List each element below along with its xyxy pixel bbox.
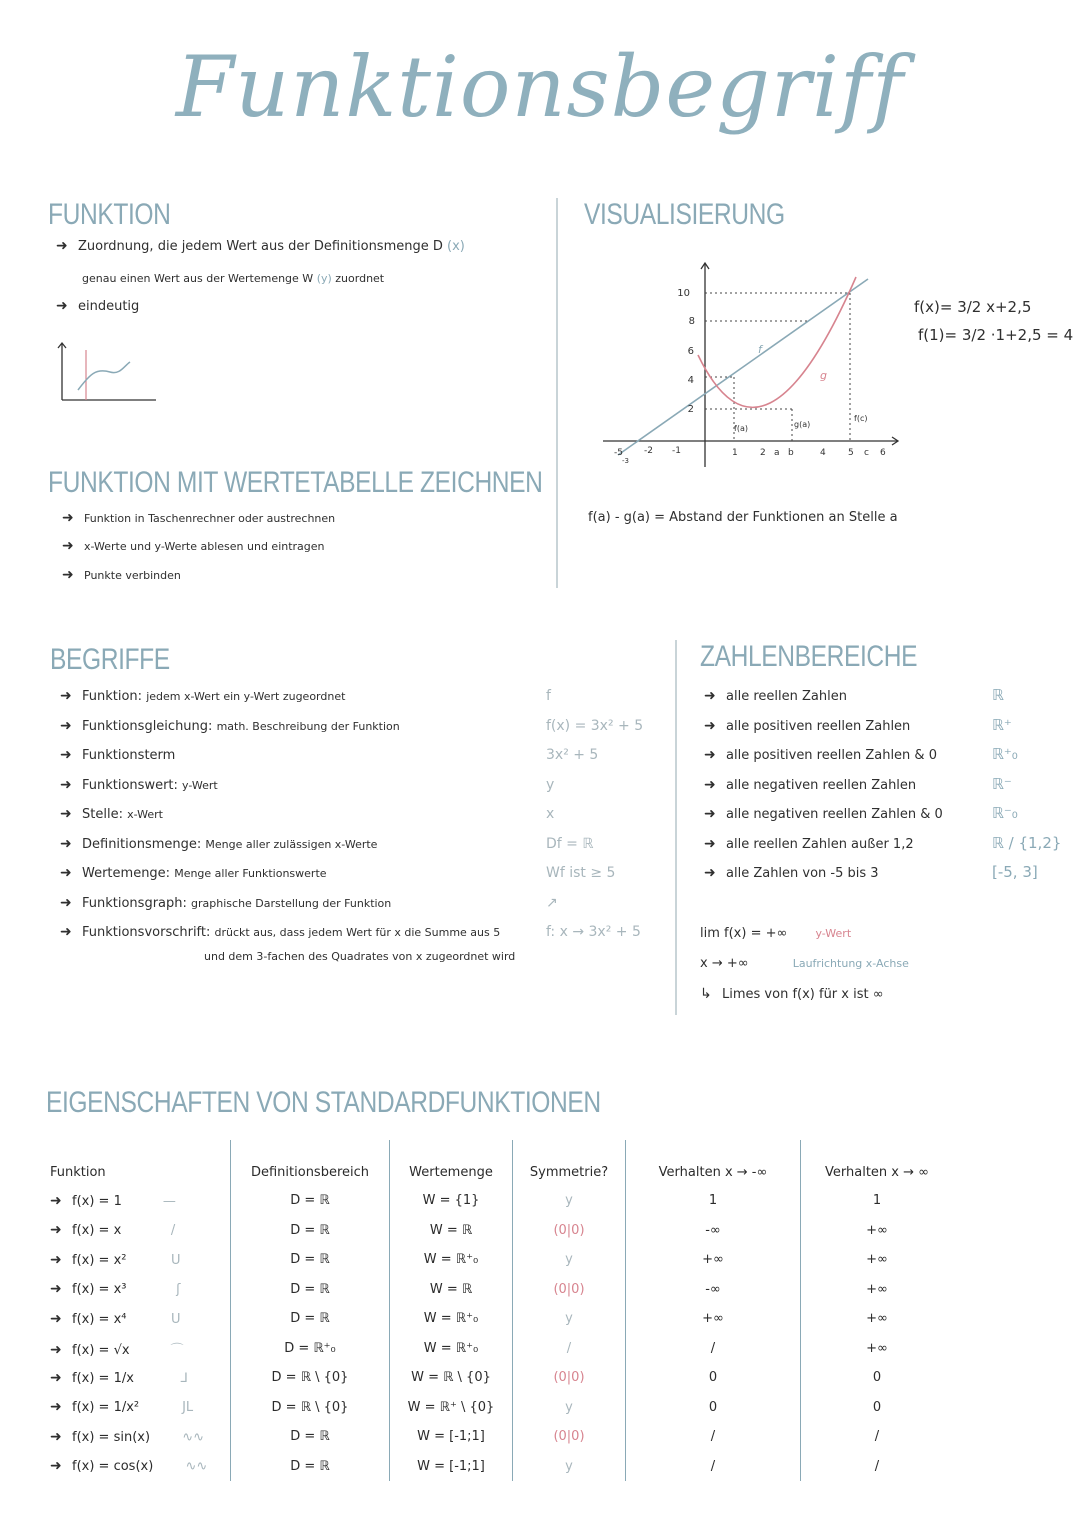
svg-text:8: 8 <box>688 316 695 327</box>
header-symmetrie: Symmetrie? <box>513 1140 626 1186</box>
cell-verhalten-neg: / <box>626 1422 801 1452</box>
arrow-icon: ➜ <box>60 688 72 704</box>
svg-text:2: 2 <box>760 448 766 458</box>
cell-verhalten-neg: +∞ <box>626 1304 801 1334</box>
cell-definition: D = ℝ⁺₀ <box>231 1334 390 1364</box>
cell-funktion: ➜ f(x) = x³ ʃ <box>50 1281 181 1298</box>
cell-verhalten-neg: -∞ <box>626 1275 801 1305</box>
table-row <box>50 1334 953 1364</box>
visualisierung-formula-1: f(x)= 3/2 x+2,5 <box>914 298 1032 316</box>
cell-definition: D = ℝ <box>231 1275 390 1305</box>
zahlenbereich-item: ➜ alle negativen reellen Zahlen <box>704 776 917 793</box>
table-row <box>50 1393 953 1423</box>
cell-verhalten-neg: 0 <box>626 1393 801 1423</box>
svg-text:-2: -2 <box>644 446 653 456</box>
cell-definition: D = ℝ <box>231 1452 390 1482</box>
cell-wertemenge: W = ℝ <box>390 1275 513 1305</box>
table-row <box>50 1216 953 1246</box>
divider-top <box>556 198 558 588</box>
cell-verhalten-pos: / <box>801 1452 954 1482</box>
cell-symmetrie: y <box>513 1245 626 1275</box>
function-graph <box>598 255 908 470</box>
cell-funktion: ➜ f(x) = 1/x ⅃ <box>50 1369 188 1386</box>
arrow-icon: ➜ <box>60 894 72 911</box>
cell-verhalten-pos: 1 <box>801 1186 954 1216</box>
cell-verhalten-pos: / <box>801 1422 954 1452</box>
table-row <box>50 1245 953 1275</box>
zahlenbereich-symbol: [-5, 3] <box>992 863 1038 881</box>
cell-verhalten-pos: 0 <box>801 1393 954 1423</box>
eigenschaften-heading: EIGENSCHAFTEN VON STANDARDFUNKTIONEN <box>46 1086 601 1119</box>
cell-verhalten-pos: +∞ <box>801 1304 954 1334</box>
cell-verhalten-pos: +∞ <box>801 1245 954 1275</box>
arrow-icon: ➜ <box>60 717 72 734</box>
begriffe-example: Wf ist ≥ 5 <box>546 865 616 881</box>
begriffe-item: ➜ Funktionswert: y-Wert <box>60 776 218 793</box>
arrow-icon: ➜ <box>704 865 716 881</box>
svg-text:2: 2 <box>687 404 694 415</box>
svg-text:a: a <box>774 448 780 458</box>
svg-text:4: 4 <box>687 375 694 386</box>
cell-definition: D = ℝ <box>231 1216 390 1246</box>
cell-verhalten-pos: +∞ <box>801 1334 954 1364</box>
svg-text:b: b <box>788 448 794 458</box>
arrow-icon: ➜ <box>60 806 72 822</box>
funktion-line-3: ➜ eindeutig <box>56 298 140 314</box>
svg-text:g(a): g(a) <box>794 420 811 429</box>
cell-funktion: ➜ f(x) = cos(x) ∿∿ <box>50 1458 208 1475</box>
cell-wertemenge: W = ℝ⁺₀ <box>390 1304 513 1334</box>
cell-symmetrie: / <box>513 1334 626 1364</box>
funktion-line-2: genau einen Wert aus der Wertemenge W (y) zuordnet <box>82 272 385 285</box>
header-verhalten-pos: Verhalten x → ∞ <box>801 1140 954 1186</box>
zahlenbereich-item: ➜ alle negativen reellen Zahlen & 0 <box>704 806 943 822</box>
begriffe-item: ➜ Stelle: x-Wert <box>60 806 163 822</box>
cell-funktion: ➜ f(x) = 1/x² JL <box>50 1399 194 1416</box>
zahlenbereich-symbol: ℝ⁺₀ <box>992 745 1018 763</box>
begriffe-example: y <box>546 776 555 793</box>
svg-text:1: 1 <box>732 448 738 458</box>
cell-funktion: ➜ f(x) = x / <box>50 1222 176 1239</box>
begriffe-example: f(x) = 3x² + 5 <box>546 717 644 734</box>
arrow-icon: ➜ <box>60 776 72 793</box>
begriffe-last-line-2: und dem 3-fachen des Quadrates von x zugeordnet wird <box>204 950 516 963</box>
cell-symmetrie: (0|0) <box>513 1422 626 1452</box>
wertetabelle-heading: FUNKTION MIT WERTETABELLE ZEICHNEN <box>48 466 543 499</box>
arrow-icon: ➜ <box>704 776 716 793</box>
cell-verhalten-pos: 0 <box>801 1363 954 1393</box>
zahlenbereich-item: ➜ alle reellen Zahlen außer 1,2 <box>704 835 914 852</box>
cell-symmetrie: (0|0) <box>513 1363 626 1393</box>
begriffe-example: x <box>546 806 555 822</box>
zahlenbereich-symbol: ℝ⁻ <box>992 774 1012 793</box>
cell-verhalten-neg: / <box>626 1334 801 1364</box>
cell-definition: D = ℝ \ {0} <box>231 1393 390 1423</box>
shape-sketch: ∿∿ <box>185 1459 208 1475</box>
header-funktion: Funktion <box>50 1165 106 1180</box>
wertetabelle-item: ➜ x-Werte und y-Werte ablesen und eintragen <box>62 538 325 554</box>
cell-symmetrie: y <box>513 1304 626 1334</box>
shape-sketch: ∿∿ <box>182 1429 205 1445</box>
cell-definition: D = ℝ <box>231 1304 390 1334</box>
svg-text:5: 5 <box>848 448 854 458</box>
cell-symmetrie: y <box>513 1452 626 1482</box>
arrow-icon: ➜ <box>704 717 716 734</box>
zahlenbereich-item: ➜ alle reellen Zahlen <box>704 688 847 704</box>
wertetabelle-item: ➜ Funktion in Taschenrechner oder austrechnen <box>62 510 336 526</box>
zahlenbereiche-heading: ZAHLENBEREICHE <box>700 640 918 673</box>
cell-wertemenge: W = [-1;1] <box>390 1422 513 1452</box>
cell-wertemenge: W = ℝ <box>390 1216 513 1246</box>
cell-symmetrie: (0|0) <box>513 1216 626 1246</box>
cell-funktion: ➜ f(x) = x² U <box>50 1251 181 1268</box>
visualisierung-formula-2: f(1)= 3/2 ·1+2,5 = 4 <box>918 326 1074 344</box>
cell-definition: D = ℝ <box>231 1422 390 1452</box>
cell-symmetrie: y <box>513 1186 626 1216</box>
shape-sketch: / <box>170 1223 176 1239</box>
zahlenbereich-symbol: ℝ⁺ <box>992 715 1012 734</box>
shape-sketch: ⌒ <box>170 1342 184 1358</box>
table-row <box>50 1275 953 1305</box>
shape-sketch: JL <box>182 1400 194 1416</box>
cell-wertemenge: W = {1} <box>390 1186 513 1216</box>
zahlenbereich-symbol: ℝ <box>992 686 1004 704</box>
shape-sketch: ⅃ <box>180 1370 188 1386</box>
cell-funktion: ➜ f(x) = √x ⌒ <box>50 1334 231 1364</box>
arrow-icon: ➜ <box>60 865 72 881</box>
arrow-icon: ➜ <box>60 835 72 852</box>
cell-symmetrie: (0|0) <box>513 1275 626 1305</box>
header-definitionsbereich: Definitionsbereich <box>231 1140 390 1186</box>
zahlenbereich-item: ➜ alle positiven reellen Zahlen <box>704 717 911 734</box>
cell-funktion: ➜ f(x) = 1 — <box>50 1192 176 1209</box>
cell-wertemenge: W = [-1;1] <box>390 1452 513 1482</box>
table-row <box>50 1452 953 1482</box>
cell-symmetrie: y <box>513 1393 626 1423</box>
arrow-icon: ➜ <box>704 688 716 704</box>
visualisierung-caption: f(a) - g(a) = Abstand der Funktionen an Stelle a <box>588 510 898 525</box>
arrow-icon: ➜ <box>56 238 68 254</box>
arrow-icon: ➜ <box>56 298 68 314</box>
cell-funktion: ➜ f(x) = x⁴ U <box>50 1310 181 1327</box>
shape-sketch: — <box>162 1193 176 1209</box>
arrow-icon: ➜ <box>704 747 716 763</box>
cell-wertemenge: W = ℝ⁺₀ <box>390 1245 513 1275</box>
svg-text:c: c <box>864 448 869 458</box>
svg-text:6: 6 <box>687 346 694 357</box>
cell-wertemenge: W = ℝ⁺₀ <box>390 1334 513 1364</box>
zahlenbereich-item: ➜ alle Zahlen von -5 bis 3 <box>704 865 879 881</box>
begriffe-example: f: x → 3x² + 5 <box>546 924 641 940</box>
begriffe-item: ➜ Funktionsterm <box>60 747 176 763</box>
wertetabelle-item: ➜ Punkte verbinden <box>62 567 181 583</box>
svg-text:f(a): f(a) <box>734 424 748 433</box>
begriffe-item: ➜ Definitionsmenge: Menge aller zulässigen x-Werte <box>60 835 378 852</box>
cell-definition: D = ℝ <box>231 1245 390 1275</box>
begriffe-item: ➜ Funktion: jedem x-Wert ein y-Wert zugeordnet <box>60 688 346 704</box>
cell-verhalten-neg: 0 <box>626 1363 801 1393</box>
shape-sketch: U <box>170 1311 181 1327</box>
arrow-icon: ➜ <box>704 835 716 852</box>
begriffe-item: ➜ Funktionsvorschrift: drückt aus, dass jedem Wert für x die Summe aus 5 <box>60 924 501 940</box>
cell-definition: D = ℝ <box>231 1186 390 1216</box>
begriffe-example: Df = ℝ <box>546 835 594 852</box>
begriffe-example: ↗ <box>546 894 558 911</box>
cell-verhalten-neg: +∞ <box>626 1245 801 1275</box>
xto-line: x → +∞ Laufrichtung x-Achse <box>700 956 909 971</box>
table-header <box>50 1140 953 1186</box>
funktion-mini-graph <box>50 338 162 408</box>
begriffe-example: 3x² + 5 <box>546 747 599 763</box>
header-wertemenge: Wertemenge <box>390 1140 513 1186</box>
page-title: Funktionsbegriff <box>175 38 905 136</box>
begriffe-item: ➜ Funktionsgleichung: math. Beschreibung der Funktion <box>60 717 400 734</box>
cell-verhalten-neg: / <box>626 1452 801 1482</box>
svg-text:6: 6 <box>880 448 886 458</box>
svg-text:10: 10 <box>677 288 690 299</box>
svg-text:-5: -5 <box>614 448 623 458</box>
table-row <box>50 1363 953 1393</box>
begriffe-item: ➜ Funktionsgraph: graphische Darstellung der Funktion <box>60 894 392 911</box>
properties-table <box>50 1140 953 1481</box>
lim-line: lim f(x) = +∞ y-Wert <box>700 926 852 941</box>
cell-wertemenge: W = ℝ⁺ \ {0} <box>390 1393 513 1423</box>
svg-text:-3: -3 <box>622 457 629 465</box>
cell-wertemenge: W = ℝ \ {0} <box>390 1363 513 1393</box>
cell-verhalten-neg: 1 <box>626 1186 801 1216</box>
table-row <box>50 1422 953 1452</box>
funktion-line-1: ➜ Zuordnung, die jedem Wert aus der Definitionsmenge D (x) <box>56 238 465 254</box>
funktion-heading: FUNKTION <box>48 198 171 231</box>
begriffe-example: f <box>546 688 551 704</box>
arrow-icon: ➜ <box>704 806 716 822</box>
limes-line: ↳ Limes von f(x) für x ist ∞ <box>700 986 884 1002</box>
visualisierung-heading: VISUALISIERUNG <box>584 198 785 231</box>
shape-sketch: U <box>170 1252 181 1268</box>
svg-text:f: f <box>758 343 762 356</box>
cell-definition: D = ℝ \ {0} <box>231 1363 390 1393</box>
svg-text:-1: -1 <box>672 446 681 456</box>
arrow-icon: ➜ <box>60 924 72 940</box>
shape-sketch: ʃ <box>176 1282 181 1298</box>
svg-text:4: 4 <box>820 448 826 458</box>
divider-middle <box>675 640 677 1015</box>
header-verhalten-neg: Verhalten x → -∞ <box>626 1140 801 1186</box>
begriffe-heading: BEGRIFFE <box>50 643 170 676</box>
cell-verhalten-pos: +∞ <box>801 1275 954 1305</box>
svg-text:f(c): f(c) <box>854 414 868 423</box>
zahlenbereich-item: ➜ alle positiven reellen Zahlen & 0 <box>704 747 937 763</box>
cell-verhalten-pos: +∞ <box>801 1216 954 1246</box>
table-row <box>50 1304 953 1334</box>
begriffe-item: ➜ Wertemenge: Menge aller Funktionswerte <box>60 865 327 881</box>
zahlenbereich-symbol: ℝ / {1,2} <box>992 833 1062 852</box>
svg-text:g: g <box>820 369 827 382</box>
cell-verhalten-neg: -∞ <box>626 1216 801 1246</box>
zahlenbereich-symbol: ℝ⁻₀ <box>992 804 1018 822</box>
arrow-icon: ➜ <box>60 747 72 763</box>
table-row <box>50 1186 953 1216</box>
cell-funktion: ➜ f(x) = sin(x) ∿∿ <box>50 1428 205 1445</box>
